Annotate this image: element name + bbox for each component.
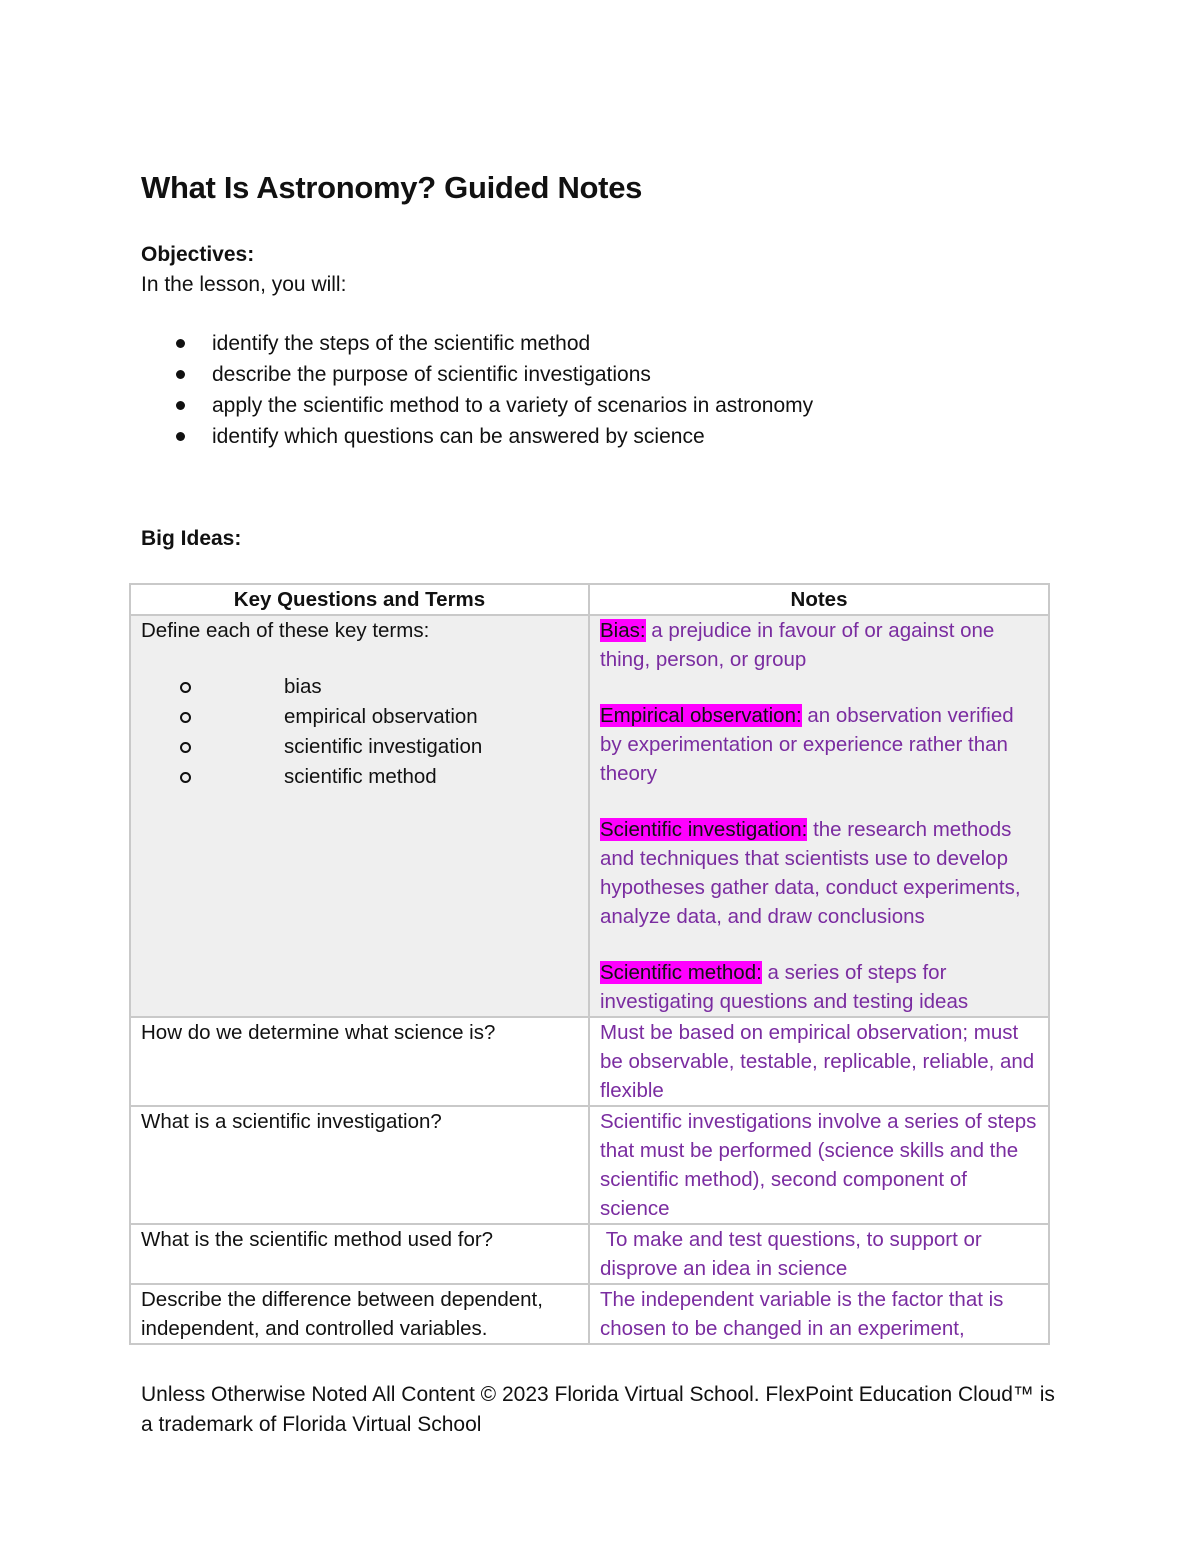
page-title: What Is Astronomy? Guided Notes bbox=[141, 170, 643, 205]
key-term-item: empirical observation bbox=[141, 702, 578, 732]
definition-empirical-observation: Empirical observation: an observation verified by experimentation or experience rather than theory bbox=[600, 704, 1014, 785]
key-term-item: bias bbox=[141, 672, 578, 702]
key-term-item: scientific investigation bbox=[141, 732, 578, 762]
term-highlight: Scientific method: bbox=[600, 961, 762, 984]
objectives-intro: In the lesson, you will: bbox=[141, 273, 347, 296]
bullet-icon bbox=[176, 432, 185, 441]
circle-bullet-icon bbox=[180, 712, 191, 723]
definition-scientific-method: Scientific method: a series of steps for investigating questions and testing ideas bbox=[600, 961, 969, 1013]
header-notes: Notes bbox=[589, 584, 1049, 615]
guided-notes-table bbox=[129, 583, 1050, 1345]
term-highlight: Scientific investigation: bbox=[600, 818, 808, 841]
circle-bullet-icon bbox=[180, 742, 191, 753]
circle-bullet-icon bbox=[180, 772, 191, 783]
table-row bbox=[130, 1106, 1049, 1224]
answer-cell: Scientific investigations involve a series of steps that must be performed (science skills and the scientific method), second component of science bbox=[589, 1106, 1049, 1224]
table-row bbox=[130, 1284, 1049, 1344]
term-highlight: Empirical observation: bbox=[600, 704, 802, 727]
circle-bullet-icon bbox=[180, 682, 191, 693]
objectives-heading: Objectives: bbox=[141, 243, 255, 266]
question-cell: Describe the difference between dependent, independent, and controlled variables. bbox=[130, 1284, 589, 1344]
copyright-footer: Unless Otherwise Noted All Content © 2023 Florida Virtual School. FlexPoint Education Cloud™ is a trademark of Florida Virtual School bbox=[141, 1383, 1055, 1436]
bullet-icon bbox=[176, 401, 185, 410]
objective-item: apply the scientific method to a variety of scenarios in astronomy bbox=[174, 390, 813, 421]
key-term-item: scientific method bbox=[141, 762, 578, 792]
table-row bbox=[130, 1224, 1049, 1284]
table-row bbox=[130, 615, 1049, 1017]
table-row bbox=[130, 1017, 1049, 1106]
definition-bias: Bias: a prejudice in favour of or against one thing, person, or group bbox=[600, 619, 995, 671]
key-terms-list bbox=[141, 672, 578, 792]
bullet-icon bbox=[176, 339, 185, 348]
table-header-row bbox=[130, 584, 1049, 615]
question-cell: What is a scientific investigation? bbox=[130, 1106, 589, 1224]
notes-cell bbox=[589, 615, 1049, 1017]
question-text: Define each of these key terms: bbox=[141, 619, 430, 642]
definition-scientific-investigation: Scientific investigation: the research methods and techniques that scientists use to develop hypotheses gather data, conduct experiments, analyze data, and draw conclusions bbox=[600, 818, 1021, 928]
objective-item: identify the steps of the scientific method bbox=[174, 328, 813, 359]
bullet-icon bbox=[176, 370, 185, 379]
answer-cell: Must be based on empirical observation; must be observable, testable, replicable, reliable, and flexible bbox=[589, 1017, 1049, 1106]
answer-cell: To make and test questions, to support or disprove an idea in science bbox=[589, 1224, 1049, 1284]
big-ideas-heading: Big Ideas: bbox=[141, 527, 242, 550]
objectives-list bbox=[174, 328, 813, 452]
header-key-questions: Key Questions and Terms bbox=[130, 584, 589, 615]
answer-cell: The independent variable is the factor that is chosen to be changed in an experiment, bbox=[589, 1284, 1049, 1344]
objective-item: describe the purpose of scientific investigations bbox=[174, 359, 813, 390]
question-cell: What is the scientific method used for? bbox=[130, 1224, 589, 1284]
term-highlight: Bias: bbox=[600, 619, 646, 642]
question-cell bbox=[130, 615, 589, 1017]
question-cell: How do we determine what science is? bbox=[130, 1017, 589, 1106]
objective-item: identify which questions can be answered by science bbox=[174, 421, 813, 452]
